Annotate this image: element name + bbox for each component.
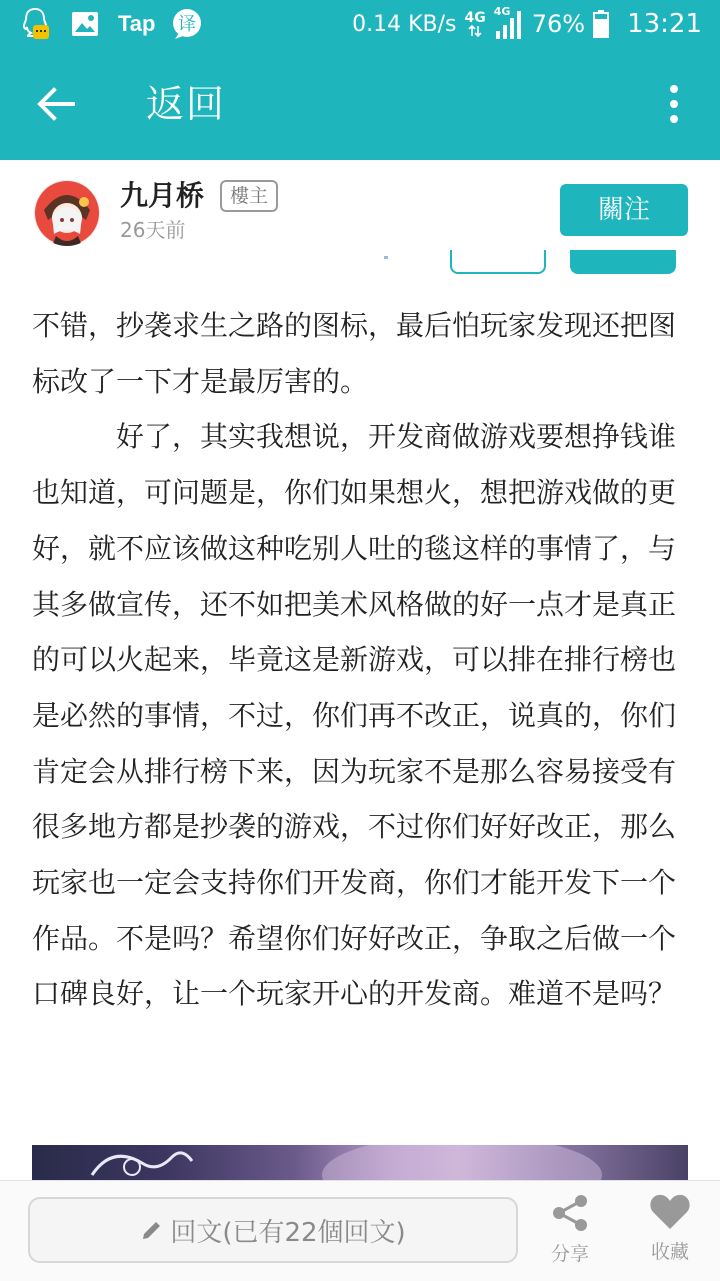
favorite-button[interactable] bbox=[640, 1193, 700, 1273]
heart-icon bbox=[649, 1193, 691, 1231]
favorite-label: 收藏 bbox=[650, 1241, 689, 1263]
post-content bbox=[32, 298, 688, 1022]
share-button[interactable] bbox=[540, 1193, 600, 1273]
signal-4g-2 bbox=[493, 5, 524, 39]
post-image-artwork bbox=[32, 1145, 688, 1185]
more-vertical-icon[interactable] bbox=[662, 78, 686, 130]
scrolled-filled-button[interactable] bbox=[570, 250, 676, 274]
page-title[interactable]: 返回 bbox=[146, 82, 227, 126]
reply-label: 回文(已有22個回文) bbox=[170, 1217, 406, 1248]
follow-button[interactable]: 關注 bbox=[560, 184, 688, 236]
author-name[interactable]: 九月桥 bbox=[120, 179, 205, 212]
share-label: 分享 bbox=[550, 1243, 589, 1265]
reply-input[interactable] bbox=[28, 1197, 518, 1263]
translate-icon bbox=[171, 7, 205, 41]
status-bar bbox=[0, 0, 720, 48]
scrolled-divider-fragment bbox=[384, 256, 388, 259]
post-paragraph: 不错，抄袭求生之路的图标，最后怕玩家发现还把图标改了一下才是最厉害的。 bbox=[32, 309, 677, 398]
author-header bbox=[0, 160, 720, 256]
network-speed: 0.14 KB/s bbox=[352, 11, 457, 37]
taptap-icon: Tap bbox=[118, 11, 156, 36]
arrow-left-icon bbox=[37, 87, 75, 121]
status-bar-right bbox=[352, 6, 702, 42]
app-bar bbox=[0, 48, 720, 160]
post-image[interactable] bbox=[32, 1145, 688, 1185]
clock: 13:21 bbox=[627, 9, 702, 39]
qq-notification-icon bbox=[18, 7, 52, 41]
svg-text:译: 译 bbox=[178, 14, 197, 35]
avatar[interactable] bbox=[34, 180, 100, 246]
scrolled-outline-button[interactable] bbox=[450, 250, 546, 274]
bottom-bar bbox=[0, 1180, 720, 1281]
owner-badge: 樓主 bbox=[220, 180, 278, 212]
status-bar-left bbox=[18, 6, 205, 42]
signal-4g-1 bbox=[464, 11, 485, 37]
network-type-label-2: 4G bbox=[493, 5, 511, 18]
gallery-icon bbox=[68, 7, 102, 41]
battery-percent: 76% bbox=[531, 10, 586, 38]
back-button[interactable] bbox=[30, 78, 82, 130]
pencil-icon bbox=[140, 1218, 164, 1242]
battery-icon bbox=[593, 10, 609, 38]
post-time: 26天前 bbox=[120, 218, 186, 242]
network-type-label: 4G bbox=[464, 10, 486, 26]
data-arrows-icon bbox=[468, 25, 482, 37]
post-paragraph: 好了，其实我想说，开发商做游戏要想挣钱谁也知道，可问题是，你们如果想火，想把游戏做的更好，就不应该做这种吃别人吐的毯这样的事情了，与其多做宣传，还不如把美术风格做的好一点才是真正的可以火起来，毕竟这是新游戏，可以排在排行榜也是必然的事情，不过，你们再不改正，说真的，你们肯定会从排行榜下来，因为玩家不是那么容易接受有很多地方都是抄袭的游戏，不过你们好好改正，那么玩家也一定会支持你们开发商，你们才能开发下一个作品。不是吗？希望你们好好改正，争取之后做一个口碑良好，让一个玩家开心的开发商。难道不是吗？ bbox=[32, 420, 677, 1011]
share-icon bbox=[550, 1193, 590, 1233]
